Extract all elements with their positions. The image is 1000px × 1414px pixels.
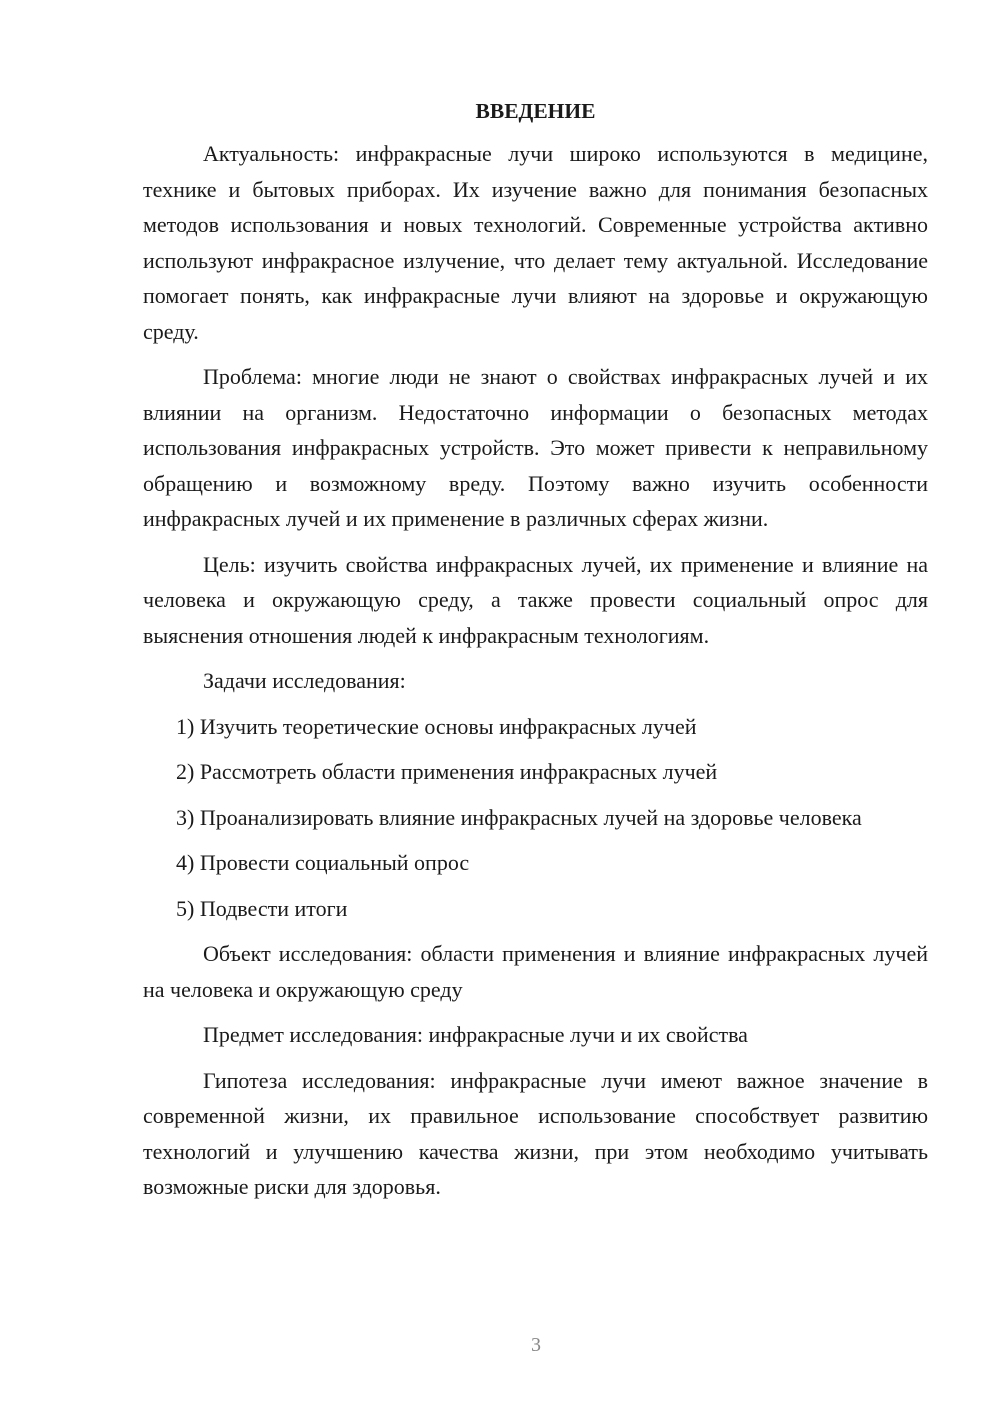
- task-item-3: 3) Проанализировать влияние инфракрасных лучей на здоровье человека: [176, 804, 862, 830]
- hypothesis-paragraph: Гипотеза исследования: инфракрасные лучи имеют важное значение в современной жизни, их правильное использование способствует развитию технологий и улучшению качества жизни, при этом необходимо учитывать возможные риски для здоровья.: [143, 1067, 928, 1199]
- object-paragraph: Объект исследования: области применения и влияние инфракрасных лучей на человека и окружающую среду: [143, 941, 928, 1002]
- section-title: ВВЕДЕНИЕ: [475, 99, 596, 123]
- problem-paragraph: Проблема: многие люди не знают о свойствах инфракрасных лучей и их влиянии на организм. Недостаточно информации о безопасных методах использования инфракрасных устройств. Это может привести к неправильному обращению и возможному вреду. Поэтому важно изучить особенности инфракрасных лучей и их применение в различных сферах жизни.: [143, 364, 928, 531]
- goal-paragraph: Цель: изучить свойства инфракрасных лучей, их применение и влияние на человека и окружающую среду, а также провести социальный опрос для выяснения отношения людей к инфракрасным технологиям.: [143, 551, 928, 648]
- task-item-1: 1) Изучить теоретические основы инфракрасных лучей: [176, 713, 697, 739]
- tasks-heading: Задачи исследования:: [203, 668, 406, 693]
- document-page: [143, 96, 928, 1205]
- page-number: 3: [531, 1334, 541, 1356]
- subject-paragraph: Предмет исследования: инфракрасные лучи и их свойства: [203, 1022, 748, 1047]
- relevance-paragraph: Актуальность: инфракрасные лучи широко используются в медицине, технике и бытовых приборах. Их изучение важно для понимания безопасных методов использования и новых технологий. Современные устройства активно используют инфракрасное излучение, что делает тему актуальной. Исследование помогает понять, как инфракрасные лучи влияют на здоровье и окружающую среду.: [143, 141, 928, 344]
- task-item-5: 5) Подвести итоги: [176, 895, 348, 921]
- task-item-4: 4) Провести социальный опрос: [176, 850, 470, 875]
- task-item-2: 2) Рассмотреть области применения инфракрасных лучей: [176, 759, 718, 784]
